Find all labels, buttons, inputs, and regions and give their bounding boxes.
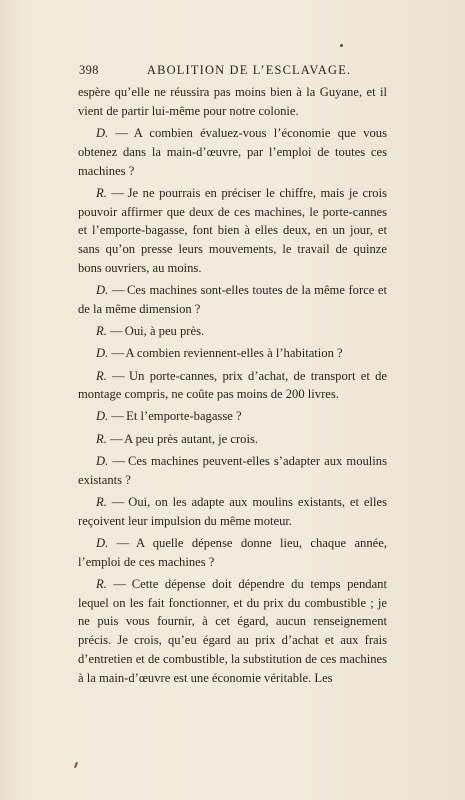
em-dash: — — [111, 346, 123, 361]
page-number: 398 — [79, 63, 99, 77]
question-paragraph — [78, 407, 387, 426]
speaker-label: R. — [96, 576, 107, 591]
paragraph-text: Oui, on les adapte aux moulins existants, et elles reçoivent leur impulsion du même moteur. — [78, 494, 387, 528]
answer-paragraph — [78, 184, 387, 278]
paragraph-text: Je ne pourrais en préciser le chiffre, mais je crois pouvoir affirmer que deux de ces machines, le porte-cannes et l’emporte-bagasse, font bien à elles deux, en un jour, et sans qu’on presse leurs mouvements, le travail de quinze bons ouvriers, au moins. — [78, 185, 387, 275]
em-dash: — — [116, 535, 129, 550]
em-dash: — — [111, 185, 124, 200]
paragraph-text: A peu près autant, je crois. — [124, 431, 259, 446]
answer-paragraph — [78, 430, 387, 449]
paragraph-text: Et l’emporte-bagasse ? — [126, 409, 242, 424]
em-dash: — — [111, 494, 124, 509]
answer-paragraph — [78, 493, 387, 531]
em-dash: — — [112, 453, 124, 468]
em-dash: — — [110, 431, 122, 446]
speaker-label: D. — [96, 409, 109, 424]
speaker-label: R. — [96, 185, 107, 200]
speaker-label: D. — [96, 535, 109, 550]
em-dash: — — [111, 283, 124, 298]
em-dash: — — [113, 576, 126, 591]
em-dash: — — [112, 368, 124, 383]
question-paragraph — [78, 452, 387, 490]
answer-paragraph — [78, 367, 387, 405]
em-dash: — — [111, 409, 123, 424]
speaker-label: D. — [96, 453, 109, 468]
page-body — [78, 83, 387, 688]
paragraph-text: A quelle dépense donne lieu, chaque année, l’emploi de ces machines ? — [78, 535, 387, 569]
speaker-label: R. — [96, 431, 107, 446]
continuation-paragraph — [78, 83, 387, 121]
paragraph-text: A combien évaluez-vous l’économie que vous obtenez dans la main-d’œuvre, par l’emploi de toutes ces machines ? — [78, 125, 387, 178]
speaker-label: D. — [96, 125, 109, 140]
em-dash: — — [110, 324, 122, 339]
question-paragraph — [78, 344, 387, 363]
question-paragraph — [78, 534, 387, 572]
ink-mark — [74, 762, 78, 768]
paragraph-text: Cette dépense doit dépendre du temps pendant lequel on les fait fonctionner, et du prix du combustible ; je ne puis vous fournir, à cet égard, aucun renseignement précis. Je crois, qu’eu égard au prix d’achat et aux frais d’entretien et de combustible, la substitution de ces machines à la main-d’œuvre est une économie véritable. Les — [78, 576, 387, 685]
ink-dot — [340, 44, 343, 47]
speaker-label: R. — [96, 494, 107, 509]
question-paragraph — [78, 281, 387, 319]
paragraph-text: espère qu’elle ne réussira pas moins bien à la Guyane, et il vient de partir lui-même pour notre colonie. — [78, 85, 387, 118]
paragraph-text: Un porte-cannes, prix d’achat, de transport et de montage compris, ne coûte pas moins de 200 livres. — [78, 368, 387, 402]
speaker-label: D. — [96, 283, 109, 298]
paragraph-text: Ces machines sont-elles toutes de la même force et de la même dimension ? — [78, 283, 388, 316]
paragraph-text: Oui, à peu près. — [124, 324, 205, 339]
answer-paragraph — [78, 322, 387, 341]
running-title: ABOLITION DE L’ESCLAVAGE. — [147, 63, 352, 77]
paragraph-text: Ces machines peuvent-elles s’adapter aux moulins existants ? — [78, 453, 387, 487]
em-dash: — — [115, 125, 128, 140]
speaker-label: D. — [96, 346, 109, 361]
speaker-label: R. — [96, 368, 107, 383]
paragraph-text: A combien reviennent-elles à l’habitation ? — [125, 346, 343, 361]
speaker-label: R. — [96, 324, 107, 339]
answer-paragraph — [78, 575, 387, 688]
question-paragraph — [78, 124, 387, 180]
